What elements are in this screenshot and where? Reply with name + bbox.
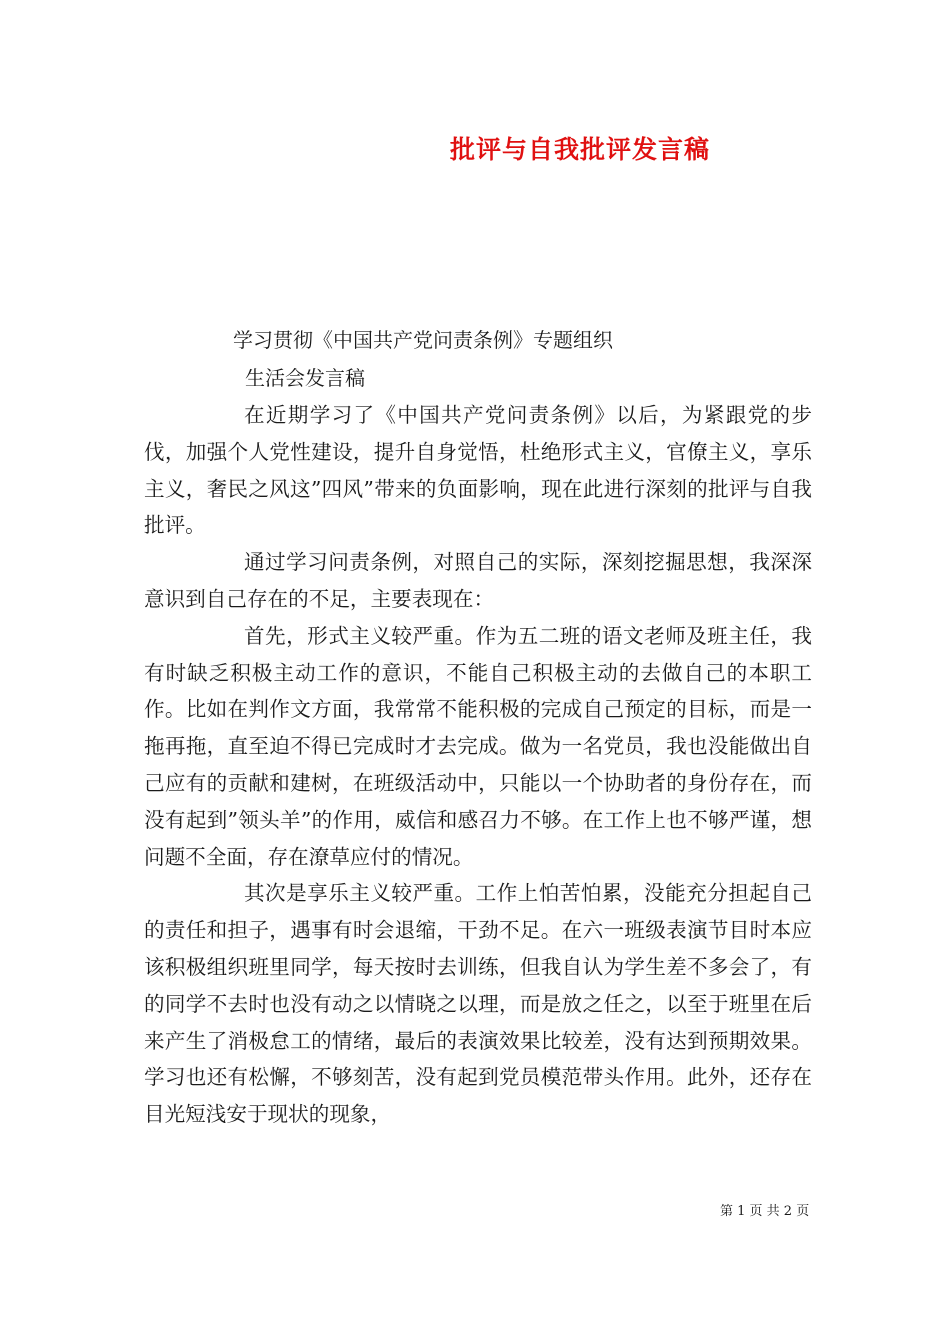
subtitle-line-2: 生活会发言稿 [245, 366, 365, 390]
paragraph-formalism: 首先，形式主义较严重。作为五二班的语文老师及班主任，我有时缺乏积极主动工作的意识，不能自己积极主动的去做自己的本职工作。比如在判作文方面，我常常不能积极的完成自己预定的目标，而是一拖再拖，直至迫不得已完成时才去完成。做为一名党员，我也没能做出自己应有的贡献和建树，在班级活动中，只能以一个协助者的身份存在，而没有起到”领头羊”的作用，威信和感召力不够。在工作上也不够严谨，想问题不全面，存在潦草应付的情况。 [144, 623, 812, 869]
document-title: 批评与自我批评发言稿 [450, 135, 711, 164]
subtitle-line-1: 学习贯彻《中国共产党问责条例》专题组织 [233, 328, 613, 352]
paragraph-hedonism: 其次是享乐主义较严重。工作上怕苦怕累，没能充分担起自己的责任和担子，遇事有时会退缩，干劲不足。在六一班级表演节目时本应该积极组织班里同学，每天按时去训练，但我自认为学生差不多会了，有的同学不去时也没有动之以情晓之以理，而是放之任之，以至于班里在后来产生了消极怠工的情绪，最后的表演效果比较差，没有达到预期效果。学习也还有松懈，不够刻苦，没有起到党员模范带头作用。此外，还存在目光短浅安于现状的现象， [144, 881, 812, 1127]
page-number-footer: 第 1 页 共 2 页 [720, 1204, 810, 1219]
paragraph-intro: 在近期学习了《中国共产党问责条例》以后，为紧跟党的步伐，加强个人党性建设，提升自身觉悟，杜绝形式主义，官僚主义，享乐主义，奢民之风这”四风”带来的负面影响，现在此进行深刻的批评与自我批评。 [144, 403, 812, 538]
paragraph-awareness: 通过学习问责条例，对照自己的实际，深刻挖掘思想，我深深意识到自己存在的不足，主要表现在： [144, 550, 812, 611]
document-body [144, 397, 812, 1133]
